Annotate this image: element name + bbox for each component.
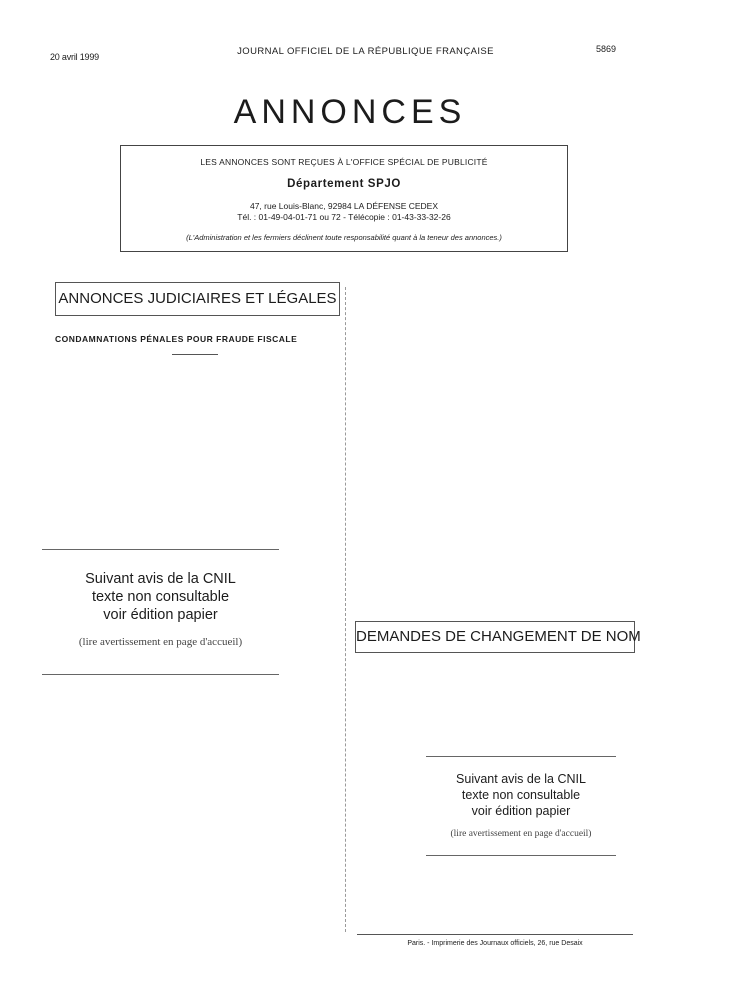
header-journal-name: JOURNAL OFFICIEL DE LA RÉPUBLIQUE FRANÇAISE xyxy=(237,46,494,57)
cnil-notice-line4: (lire avertissement en page d'accueil) xyxy=(78,636,243,648)
section-subheading-fraude-fiscale: CONDAMNATIONS PÉNALES POUR FRAUDE FISCALE xyxy=(55,334,298,344)
subheading-rule xyxy=(172,354,218,355)
cnil-notice-line3: voir édition papier xyxy=(471,804,571,818)
cnil-notice-line2: texte non consultable xyxy=(461,788,581,802)
cnil-notice-line1: Suivant avis de la CNIL xyxy=(85,571,236,587)
cnil-notice-line3: voir édition papier xyxy=(103,607,218,623)
footer-rule xyxy=(357,934,633,935)
cnil-notice-line4: (lire avertissement en page d'accueil) xyxy=(450,829,592,839)
announcement-notice-box xyxy=(120,145,568,252)
section-heading-changement-nom: DEMANDES DE CHANGEMENT DE NOM xyxy=(355,621,635,653)
notice-line-address: 47, rue Louis-Blanc, 92984 LA DÉFENSE CEDEX xyxy=(249,201,439,211)
page-title: ANNONCES xyxy=(233,93,467,131)
printer-footer: Paris. - Imprimerie des Journaux officiels, 26, rue Desaix xyxy=(407,940,583,947)
notice-line-disclaimer: (L'Administration et les fermiers déclinent toute responsabilité quant à la teneur des annonces.) xyxy=(186,233,502,242)
notice-line-office: LES ANNONCES SONT REÇUES À L'OFFICE SPÉCIAL DE PUBLICITÉ xyxy=(200,157,488,167)
cnil-notice-line1: Suivant avis de la CNIL xyxy=(456,772,586,786)
column-divider xyxy=(345,287,346,932)
section-heading-judiciaires: ANNONCES JUDICIAIRES ET LÉGALES xyxy=(55,282,340,316)
header-date: 20 avril 1999 xyxy=(50,52,99,62)
cnil-notice-line2: texte non consultable xyxy=(91,589,230,605)
notice-line-department: Département SPJO xyxy=(287,178,401,190)
cnil-notice-box-left xyxy=(42,549,279,675)
notice-line-phone: Tél. : 01-49-04-01-71 ou 72 - Télécopie : 01-43-33-32-26 xyxy=(237,212,451,222)
cnil-notice-box-right xyxy=(426,756,616,856)
header-page-number: 5869 xyxy=(596,44,617,54)
